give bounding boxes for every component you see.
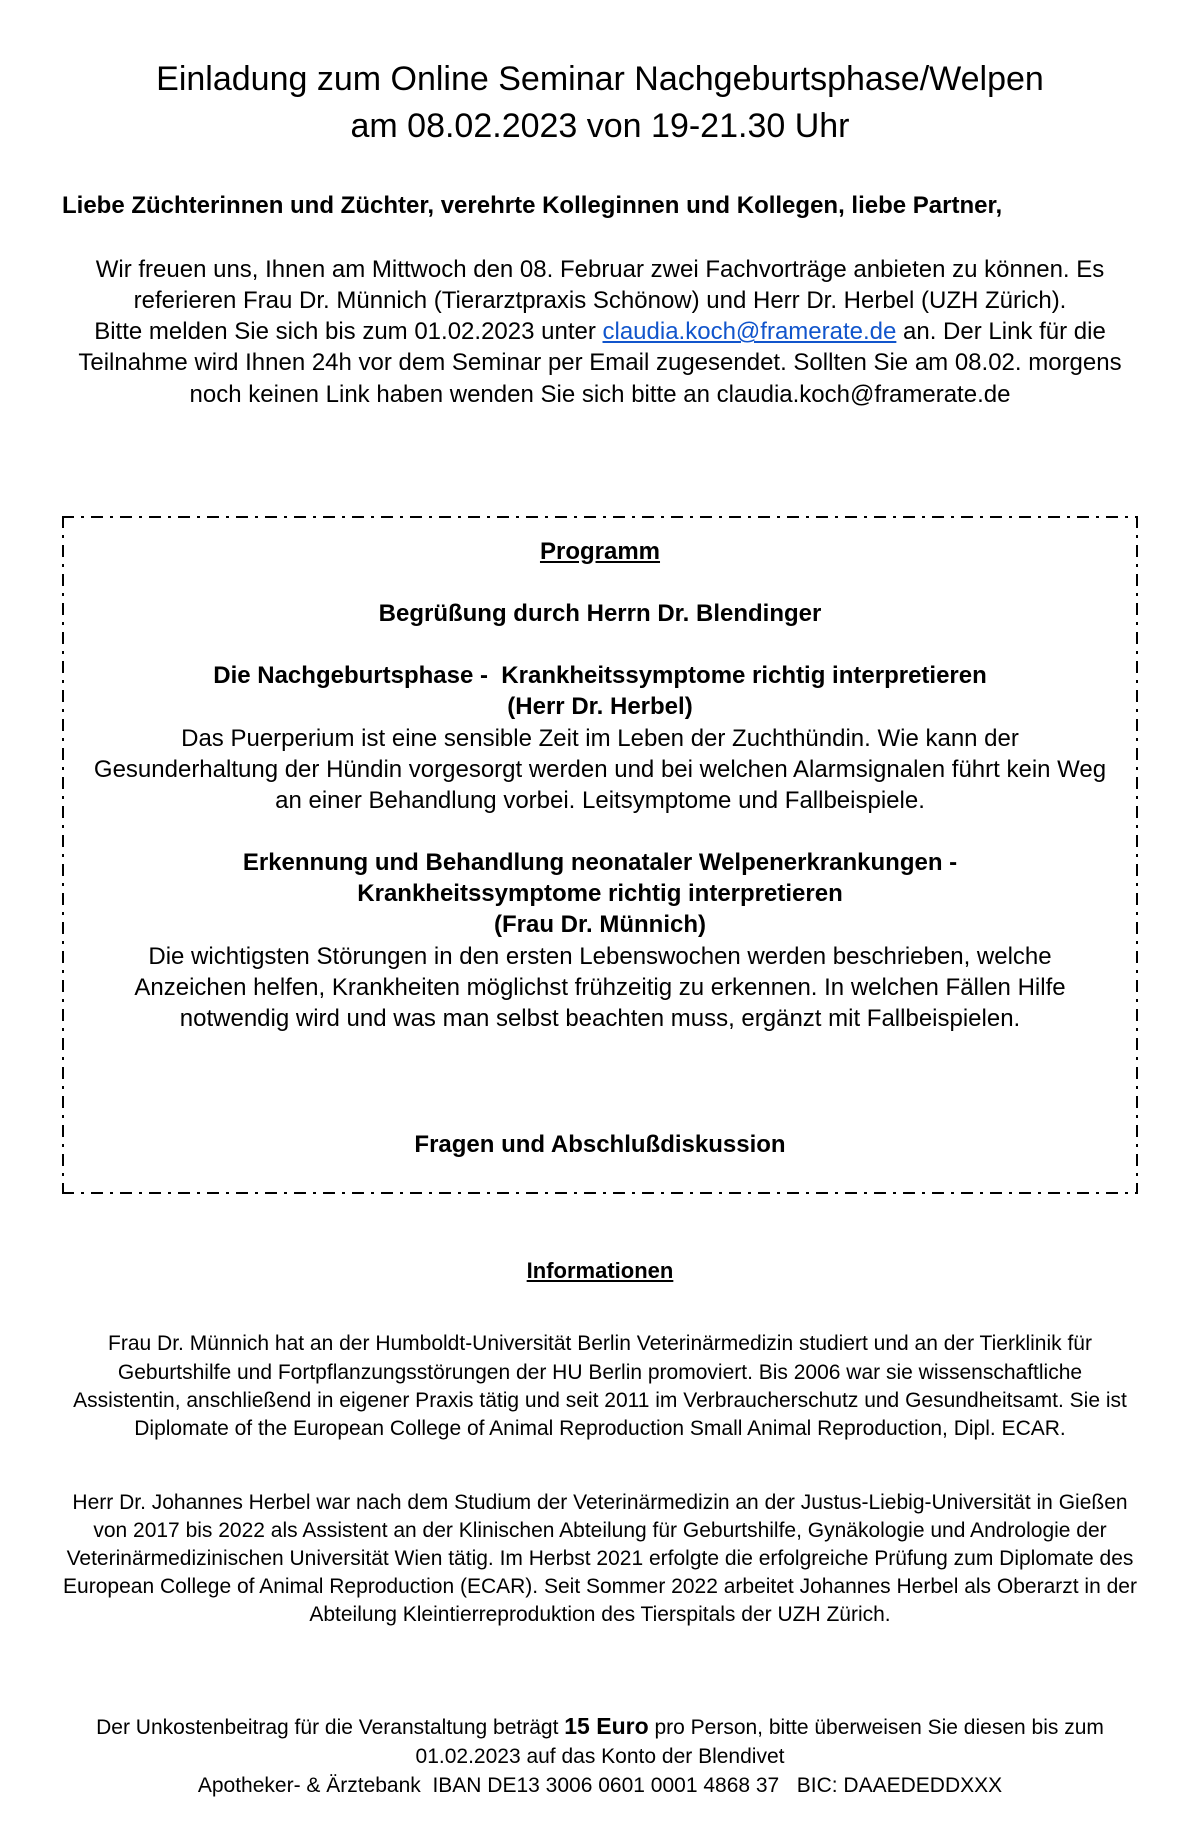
fee-amount: 15 Euro bbox=[564, 1712, 649, 1739]
footer-section bbox=[62, 1710, 1138, 1801]
program-heading: Programm bbox=[539, 537, 661, 565]
talk-1 bbox=[92, 660, 1108, 816]
greeting-line: Liebe Züchterinnen und Züchter, verehrte Kolleginnen und Kollegen, liebe Partner, bbox=[62, 191, 1003, 219]
bio-muennich: Frau Dr. Münnich hat an der Humboldt-Universität Berlin Veterinärmedizin studiert und an der Tierklinik für Geburtshilfe und Fortpflanzungsstörungen der HU Berlin promoviert. Bis 2006 war sie wissenschaftliche Assistentin, anschließend in eigener Praxis tätig und seit 2011 im Verbraucherschutz und Gesundheitsamt. Sie ist Diplomate of the European College of Animal Reproduction Small Animal Reproduction, Dipl. ECAR. bbox=[73, 1332, 1127, 1440]
talk-1-title: Die Nachgeburtsphase - Krankheitssymptome richtig interpretieren bbox=[213, 662, 987, 690]
talk-1-speaker: (Herr Dr. Herbel) bbox=[507, 693, 693, 721]
program-closing-item: Fragen und Abschlußdiskussion bbox=[414, 1131, 786, 1159]
informationen-heading: Informationen bbox=[526, 1258, 674, 1284]
fee-line bbox=[62, 1710, 1138, 1772]
talk-1-description: Das Puerperium ist eine sensible Zeit im Leben der Zuchthündin. Wie kann der Gesunderhaltung der Hündin vorgesorgt werden und bei welchen Alarmsignalen führt kein Weg an einer Behandlung vorbei. Leitsymptome und Fallbeispiele. bbox=[93, 724, 1107, 814]
registration-email-link[interactable]: claudia.koch@framerate.de bbox=[602, 318, 897, 346]
intro-paragraph: Wir freuen uns, Ihnen am Mittwoch den 08. Februar zwei Fachvorträge anbieten zu können. Es referieren Frau Dr. Münnich (Tierarztpraxis Schönow) und Herr Dr. Herbel (UZH Zürich). bbox=[95, 255, 1105, 314]
bio-herbel: Herr Dr. Johannes Herbel war nach dem Studium der Veterinärmedizin an der Justus-Liebig-Universität in Gießen von 2017 bis 2022 als Assistent an der Klinischen Abteilung für Geburtshilfe, Gynäkologie und Andrologie der Veterinärmedizinischen Universität Wien tätig. Im Herbst 2021 erfolgte die erfolgreiche Prüfung zum Diplomate des European College of Animal Reproduction (ECAR). Seit Sommer 2022 arbeitet Johannes Herbel als Oberarzt in der Abteilung Kleintierreproduktion des Tierspitals der UZH Zürich. bbox=[63, 1490, 1137, 1627]
fee-text-before: Der Unkostenbeitrag für die Veranstaltung beträgt bbox=[96, 1715, 565, 1739]
registration-paragraph bbox=[62, 316, 1138, 410]
fee-text-after: pro Person, bitte überweisen Sie diesen bis zum 01.02.2023 auf das Konto der Blendivet bbox=[415, 1715, 1104, 1768]
program-box-border-left bbox=[62, 516, 64, 1195]
title-line-1: Einladung zum Online Seminar Nachgeburtsphase/Welpen bbox=[156, 60, 1044, 98]
talk-2 bbox=[92, 847, 1108, 1034]
bank-details-line: Apotheker- & Ärztebank IBAN DE13 3006 0601 0001 4868 37 BIC: DAAEDEDDXXX bbox=[197, 1774, 1003, 1798]
program-welcome-item: Begrüßung durch Herrn Dr. Blendinger bbox=[378, 599, 822, 627]
talk-2-description: Die wichtigsten Störungen in den ersten Lebenswochen werden beschrieben, welche Anzeichen helfen, Krankheiten möglichst frühzeitig zu erkennen. In welchen Fällen Hilfe notwendig wird und was man selbst beachten muss, ergänzt mit Fallbeispielen. bbox=[134, 942, 1066, 1032]
program-box-border-bottom bbox=[62, 1192, 1138, 1194]
registration-text-after: an. Der Link für die Teilnahme wird Ihnen 24h vor dem Seminar per Email zugesendet. Sollten Sie am 08.02. morgens noch keinen Link haben wenden Sie sich bitte an claudia.koch@framerate.de bbox=[78, 318, 1122, 408]
program-box bbox=[62, 516, 1138, 1195]
talk-2-speaker: (Frau Dr. Münnich) bbox=[494, 911, 706, 939]
registration-text-before: Bitte melden Sie sich bis zum 01.02.2023 unter bbox=[94, 318, 603, 346]
intro-section bbox=[62, 254, 1138, 410]
title-line-2: am 08.02.2023 von 19-21.30 Uhr bbox=[350, 106, 850, 145]
page-title bbox=[62, 56, 1138, 150]
talk-2-title: Erkennung und Behandlung neonataler Welpenerkrankungen - Krankheitssymptome richtig interpretieren bbox=[242, 849, 964, 908]
program-box-border-right bbox=[1136, 516, 1138, 1195]
program-box-border-top bbox=[62, 516, 1138, 518]
